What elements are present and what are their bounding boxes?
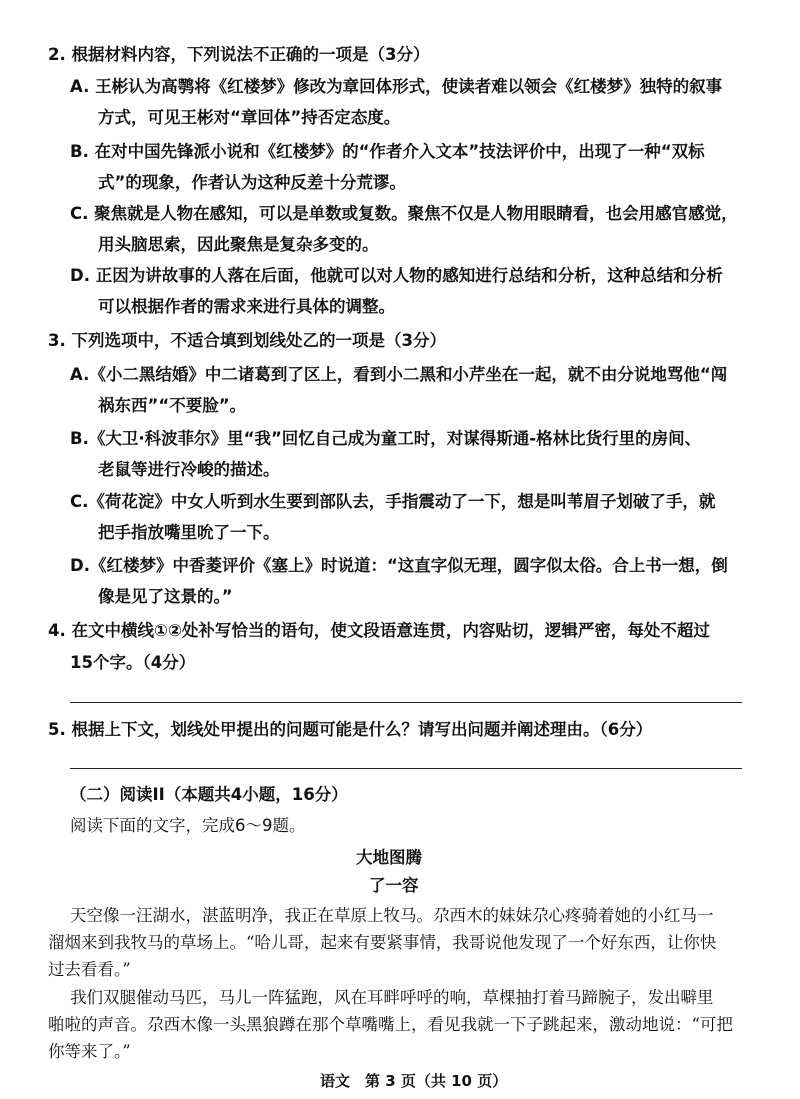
story-p2-line3: 你等来了。” xyxy=(48,1042,131,1061)
q2-option-a-line2: 方式，可见王彬对“章回体”持否定态度。 xyxy=(98,108,401,127)
q3-option-a-line1: A.《小二黑结婚》中二诸葛到了区上，看到小二黑和小芹坐在一起，就不由分说地骂他“闯 xyxy=(70,365,728,384)
q2-option-a-line1: A. 王彬认为高鹗将《红楼梦》修改为章回体形式，使读者难以领会《红楼梦》独特的叙事 xyxy=(70,77,723,96)
q4-answer-line xyxy=(70,702,742,703)
story-p1-line1: 天空像一汪湖水，湛蓝明净，我正在草原上牧马。尕西木的妹妹尕心疼骑着她的小红马一 xyxy=(70,906,714,925)
section-instruction: 阅读下面的文字，完成6～9题。 xyxy=(70,816,306,835)
q5-answer-line xyxy=(70,768,742,769)
q5-stem: 5. 根据上下文，划线处甲提出的问题可能是什么？请写出问题并阐述理由。（6分） xyxy=(48,720,653,739)
page-footer: 语文 第 3 页（共 10 页） xyxy=(320,1072,508,1090)
q4-stem-line1: 4. 在文中横线①②处补写恰当的语句，使文段语意连贯，内容贴切，逻辑严密，每处不超过 xyxy=(48,621,710,640)
q3-option-b-line2: 老鼠等进行冷峻的描述。 xyxy=(98,460,280,479)
q2-option-b-line2: 式”的现象，作者认为这种反差十分荒谬。 xyxy=(98,173,406,192)
q2-option-d-line2: 可以根据作者的需求来进行具体的调整。 xyxy=(98,297,395,316)
q3-option-d-line2: 像是见了这景的。” xyxy=(98,587,233,606)
q2-option-c-line1: C. 聚焦就是人物在感知，可以是单数或复数。聚焦不仅是人物用眼睛看，也会用感官感觉， xyxy=(70,204,738,223)
q3-stem: 3. 下列选项中，不适合填到划线处乙的一项是（3分） xyxy=(48,331,446,350)
q2-stem: 2. 根据材料内容，下列说法不正确的一项是（3分） xyxy=(48,45,430,64)
q3-option-d-line1: D.《红楼梦》中香菱评价《塞上》时说道：“这直字似无理，圆字似太俗。合上书一想，倒 xyxy=(70,556,728,575)
q3-option-c-line1: C.《荷花淀》中女人听到水生要到部队去，手指震动了一下，想是叫苇眉子划破了手，就 xyxy=(70,492,716,511)
story-title: 大地图腾 xyxy=(356,848,422,867)
story-author: 了一容 xyxy=(369,876,419,895)
story-p1-line3: 过去看看。” xyxy=(48,960,131,979)
story-p2-line2: 啪啦的声音。尕西木像一头黑狼蹲在那个草嘴嘴上，看见我就一下子跳起来，激动地说：“可把 xyxy=(48,1015,733,1034)
story-p1-line2: 溜烟来到我牧马的草场上。“哈儿哥，起来有要紧事情，我哥说他发现了一个好东西，让你快 xyxy=(48,933,717,952)
q2-option-b-line1: B. 在对中国先锋派小说和《红楼梦》的“作者介入文本”技法评价中，出现了一种“双标 xyxy=(70,142,705,161)
q2-option-c-line2: 用头脑思索，因此聚焦是复杂多变的。 xyxy=(98,235,379,254)
story-p2-line1: 我们双腿催动马匹，马儿一阵猛跑，风在耳畔呼呼的响，草棵抽打着马蹄腕子，发出噼里 xyxy=(70,988,714,1007)
q3-option-c-line2: 把手指放嘴里吮了一下。 xyxy=(98,523,280,542)
q3-option-b-line1: B.《大卫·科波菲尔》里“我”回忆自己成为童工时，对谋得斯通-格林比货行里的房间、 xyxy=(70,429,702,448)
q3-option-a-line2: 祸东西”“不要脸”。 xyxy=(98,396,247,415)
q4-stem-line2: 15个字。（4分） xyxy=(70,653,196,672)
section-heading: （二）阅读II（本题共4小题，16分） xyxy=(70,785,348,804)
q2-option-d-line1: D. 正因为讲故事的人落在后面，他就可以对人物的感知进行总结和分析，这种总结和分析 xyxy=(70,266,723,285)
